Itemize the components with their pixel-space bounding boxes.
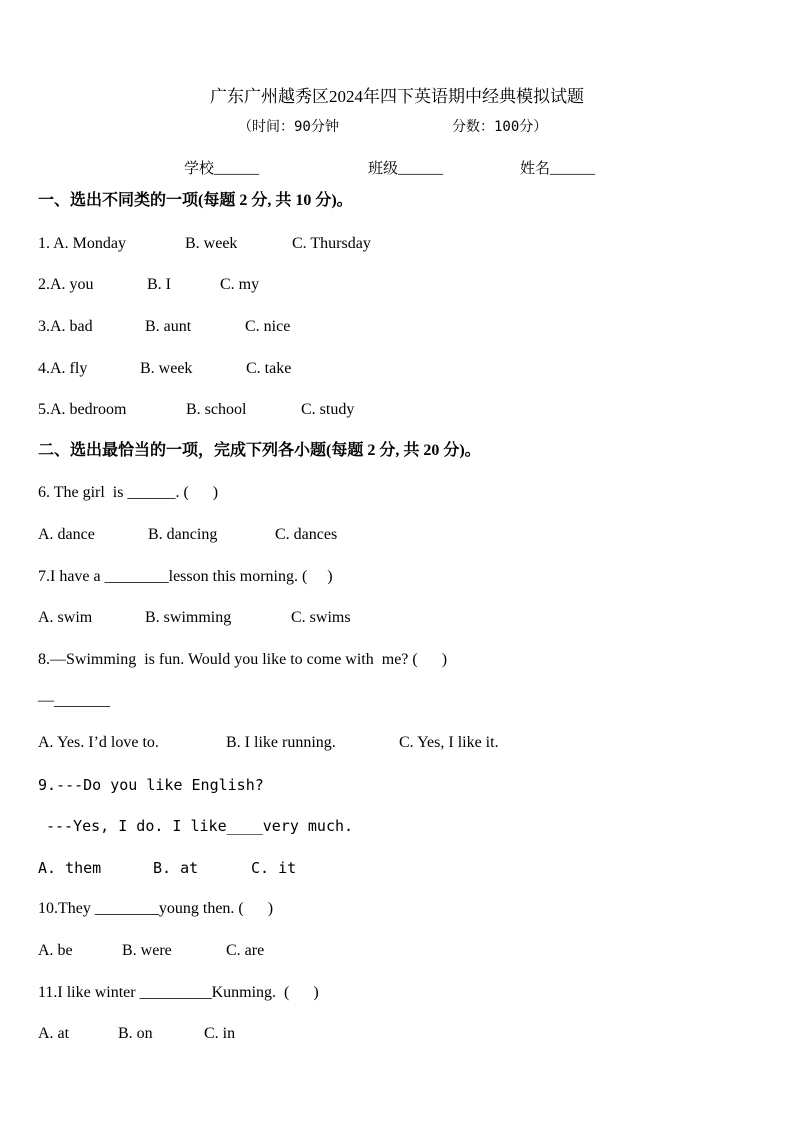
question-5-option-b: B. school xyxy=(186,401,247,418)
question-8-option-c: C. Yes, I like it. xyxy=(399,734,499,751)
question-4-option-c: C. take xyxy=(246,360,292,377)
question-3-option-a: 3.A. bad xyxy=(38,318,93,335)
question-2-option-a: 2.A. you xyxy=(38,276,94,293)
question-8-answer-line: —_______ xyxy=(38,692,110,709)
question-6-option-a: A. dance xyxy=(38,526,95,543)
question-5-option-a: 5.A. bedroom xyxy=(38,401,127,418)
question-10-stem: 10.They ________young then. ( ) xyxy=(38,900,274,917)
question-10-option-a: A. be xyxy=(38,942,73,959)
question-8-stem: 8.—Swimming is fun. Would you like to come with me? ( ) xyxy=(38,651,448,668)
question-8-option-b: B. I like running. xyxy=(226,734,336,751)
question-8-option-a: A. Yes. I’d love to. xyxy=(38,734,159,751)
question-1-option-b: B. week xyxy=(185,235,238,252)
question-1-option-c: C. Thursday xyxy=(292,235,371,252)
question-9-stem: 9.---Do you like English? xyxy=(38,776,264,794)
question-9-reply: ---Yes, I do. I like____very much. xyxy=(46,817,354,835)
class-field: 班级______ xyxy=(368,161,444,177)
question-1-option-a: 1. A. Monday xyxy=(38,235,126,252)
question-9-option-c: C. it xyxy=(251,859,297,877)
question-10-option-b: B. were xyxy=(122,942,172,959)
question-4-option-a: 4.A. fly xyxy=(38,360,88,377)
question-2-option-b: B. I xyxy=(147,276,171,293)
page-title: 广东广州越秀区2024年四下英语期中经典模拟试题 xyxy=(210,87,584,106)
question-6-option-c: C. dances xyxy=(275,526,338,543)
exam-time: （时间：90分钟 xyxy=(238,119,339,135)
question-9-option-a: A. them xyxy=(38,859,102,877)
question-6-option-b: B. dancing xyxy=(148,526,218,543)
question-11-option-b: B. on xyxy=(118,1025,153,1042)
question-9-option-b: B. at xyxy=(153,859,199,877)
name-field: 姓名______ xyxy=(520,161,596,177)
question-11-option-a: A. at xyxy=(38,1025,70,1042)
exam-score: 分数：100分） xyxy=(452,119,548,135)
section2-heading: 二、选出最恰当的一项，完成下列各小题(每题 2 分, 共 20 分)。 xyxy=(38,442,481,459)
question-3-option-b: B. aunt xyxy=(145,318,192,335)
question-11-stem: 11.I like winter _________Kunming. ( ) xyxy=(38,984,319,1001)
question-10-option-c: C. are xyxy=(226,942,265,959)
question-7-option-b: B. swimming xyxy=(145,609,232,626)
question-4-option-b: B. week xyxy=(140,360,193,377)
section1-heading: 一、选出不同类的一项(每题 2 分, 共 10 分)。 xyxy=(38,192,353,209)
question-2-option-c: C. my xyxy=(220,276,260,293)
question-7-option-a: A. swim xyxy=(38,609,93,626)
question-7-stem: 7.I have a ________lesson this morning. ( ) xyxy=(38,568,333,585)
question-3-option-c: C. nice xyxy=(245,318,291,335)
question-5-option-c: C. study xyxy=(301,401,355,418)
school-field: 学校______ xyxy=(184,161,260,177)
question-6-stem: 6. The girl is ______. ( ) xyxy=(38,484,219,501)
question-11-option-c: C. in xyxy=(204,1025,236,1042)
question-7-option-c: C. swims xyxy=(291,609,351,626)
